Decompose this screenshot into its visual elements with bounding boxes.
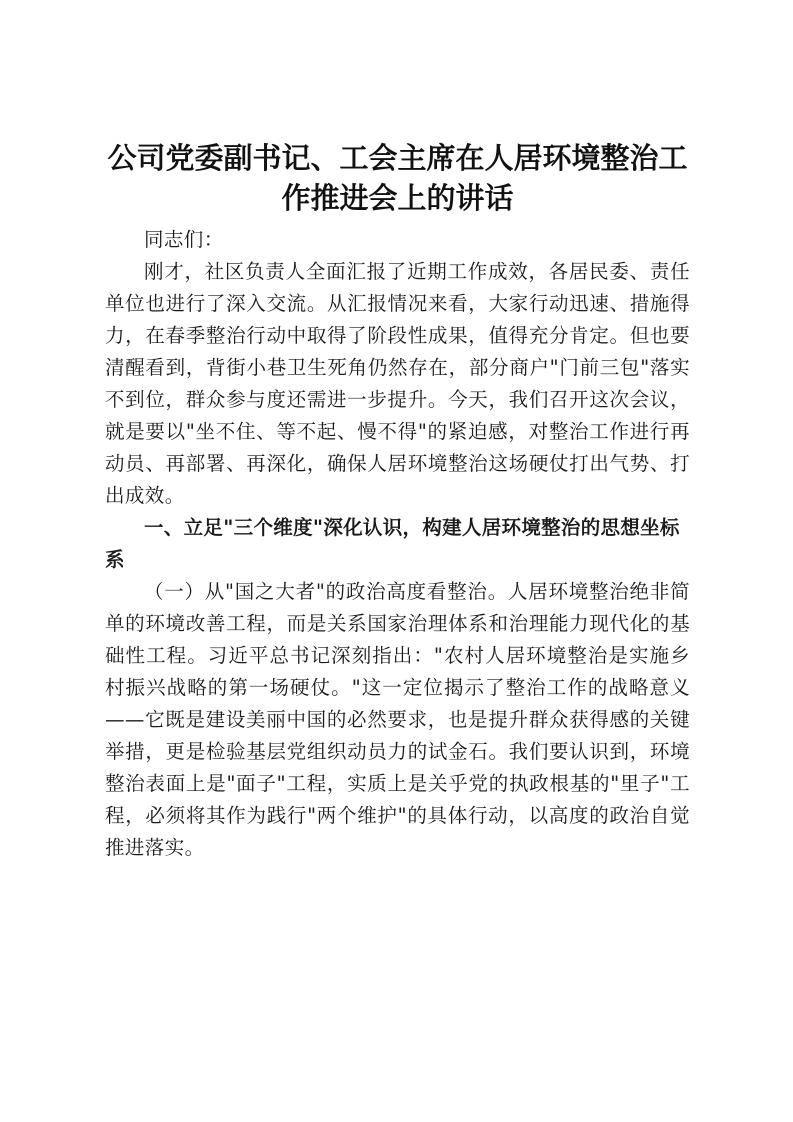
section-1-heading: 一、立足"三个维度"深化认识，构建人居环境整治的思想坐标系	[105, 516, 680, 571]
title-line-1: 公司党委副书记、工会主席在人居环境整治工	[107, 141, 688, 175]
subsection-1-lead: （一）从"国之大者"的政治高度看整治。	[144, 580, 508, 603]
document-page	[105, 138, 690, 864]
intro-paragraph: 刚才，社区负责人全面汇报了近期工作成效，各居民委、责任单位也进行了深入交流。从汇报情况来看，大家行动迅速、措施得力，在春季整治行动中取得了阶段性成果，值得充分肯定。但也要清醒看到，背街小巷卫生死角仍然存在，部分商户"门前三包"落实不到位，群众参与度还需进一步提升。今天，我们召开这次会议，就是要以"坐不住、等不起、慢不得"的紧迫感，对整治工作进行再动员、再部署、再深化，确保人居环境整治这场硬仗打出气势、打出成效。	[105, 260, 690, 507]
salutation: 同志们：	[144, 228, 224, 251]
title-line-2: 作推进会上的讲话	[281, 181, 514, 215]
subsection-1-paragraph	[105, 576, 690, 864]
document-title	[105, 138, 690, 218]
subsection-1-body: 人居环境整治绝非简单的环境改善工程，而是关系国家治理体系和治理能力现代化的基础性工程。习近平总书记深刻指出："农村人居环境整治是实施乡村振兴战略的第一场硬仗。"这一定位揭示了整治工作的战略意义——它既是建设美丽中国的必然要求，也是提升群众获得感的关键举措，更是检验基层党组织动员力的试金石。我们要认识到，环境整治表面上是"面子"工程，实质上是关乎党的执政根基的"里子"工程，必须将其作为践行"两个维护"的具体行动，以高度的政治自觉推进落实。	[105, 580, 690, 859]
